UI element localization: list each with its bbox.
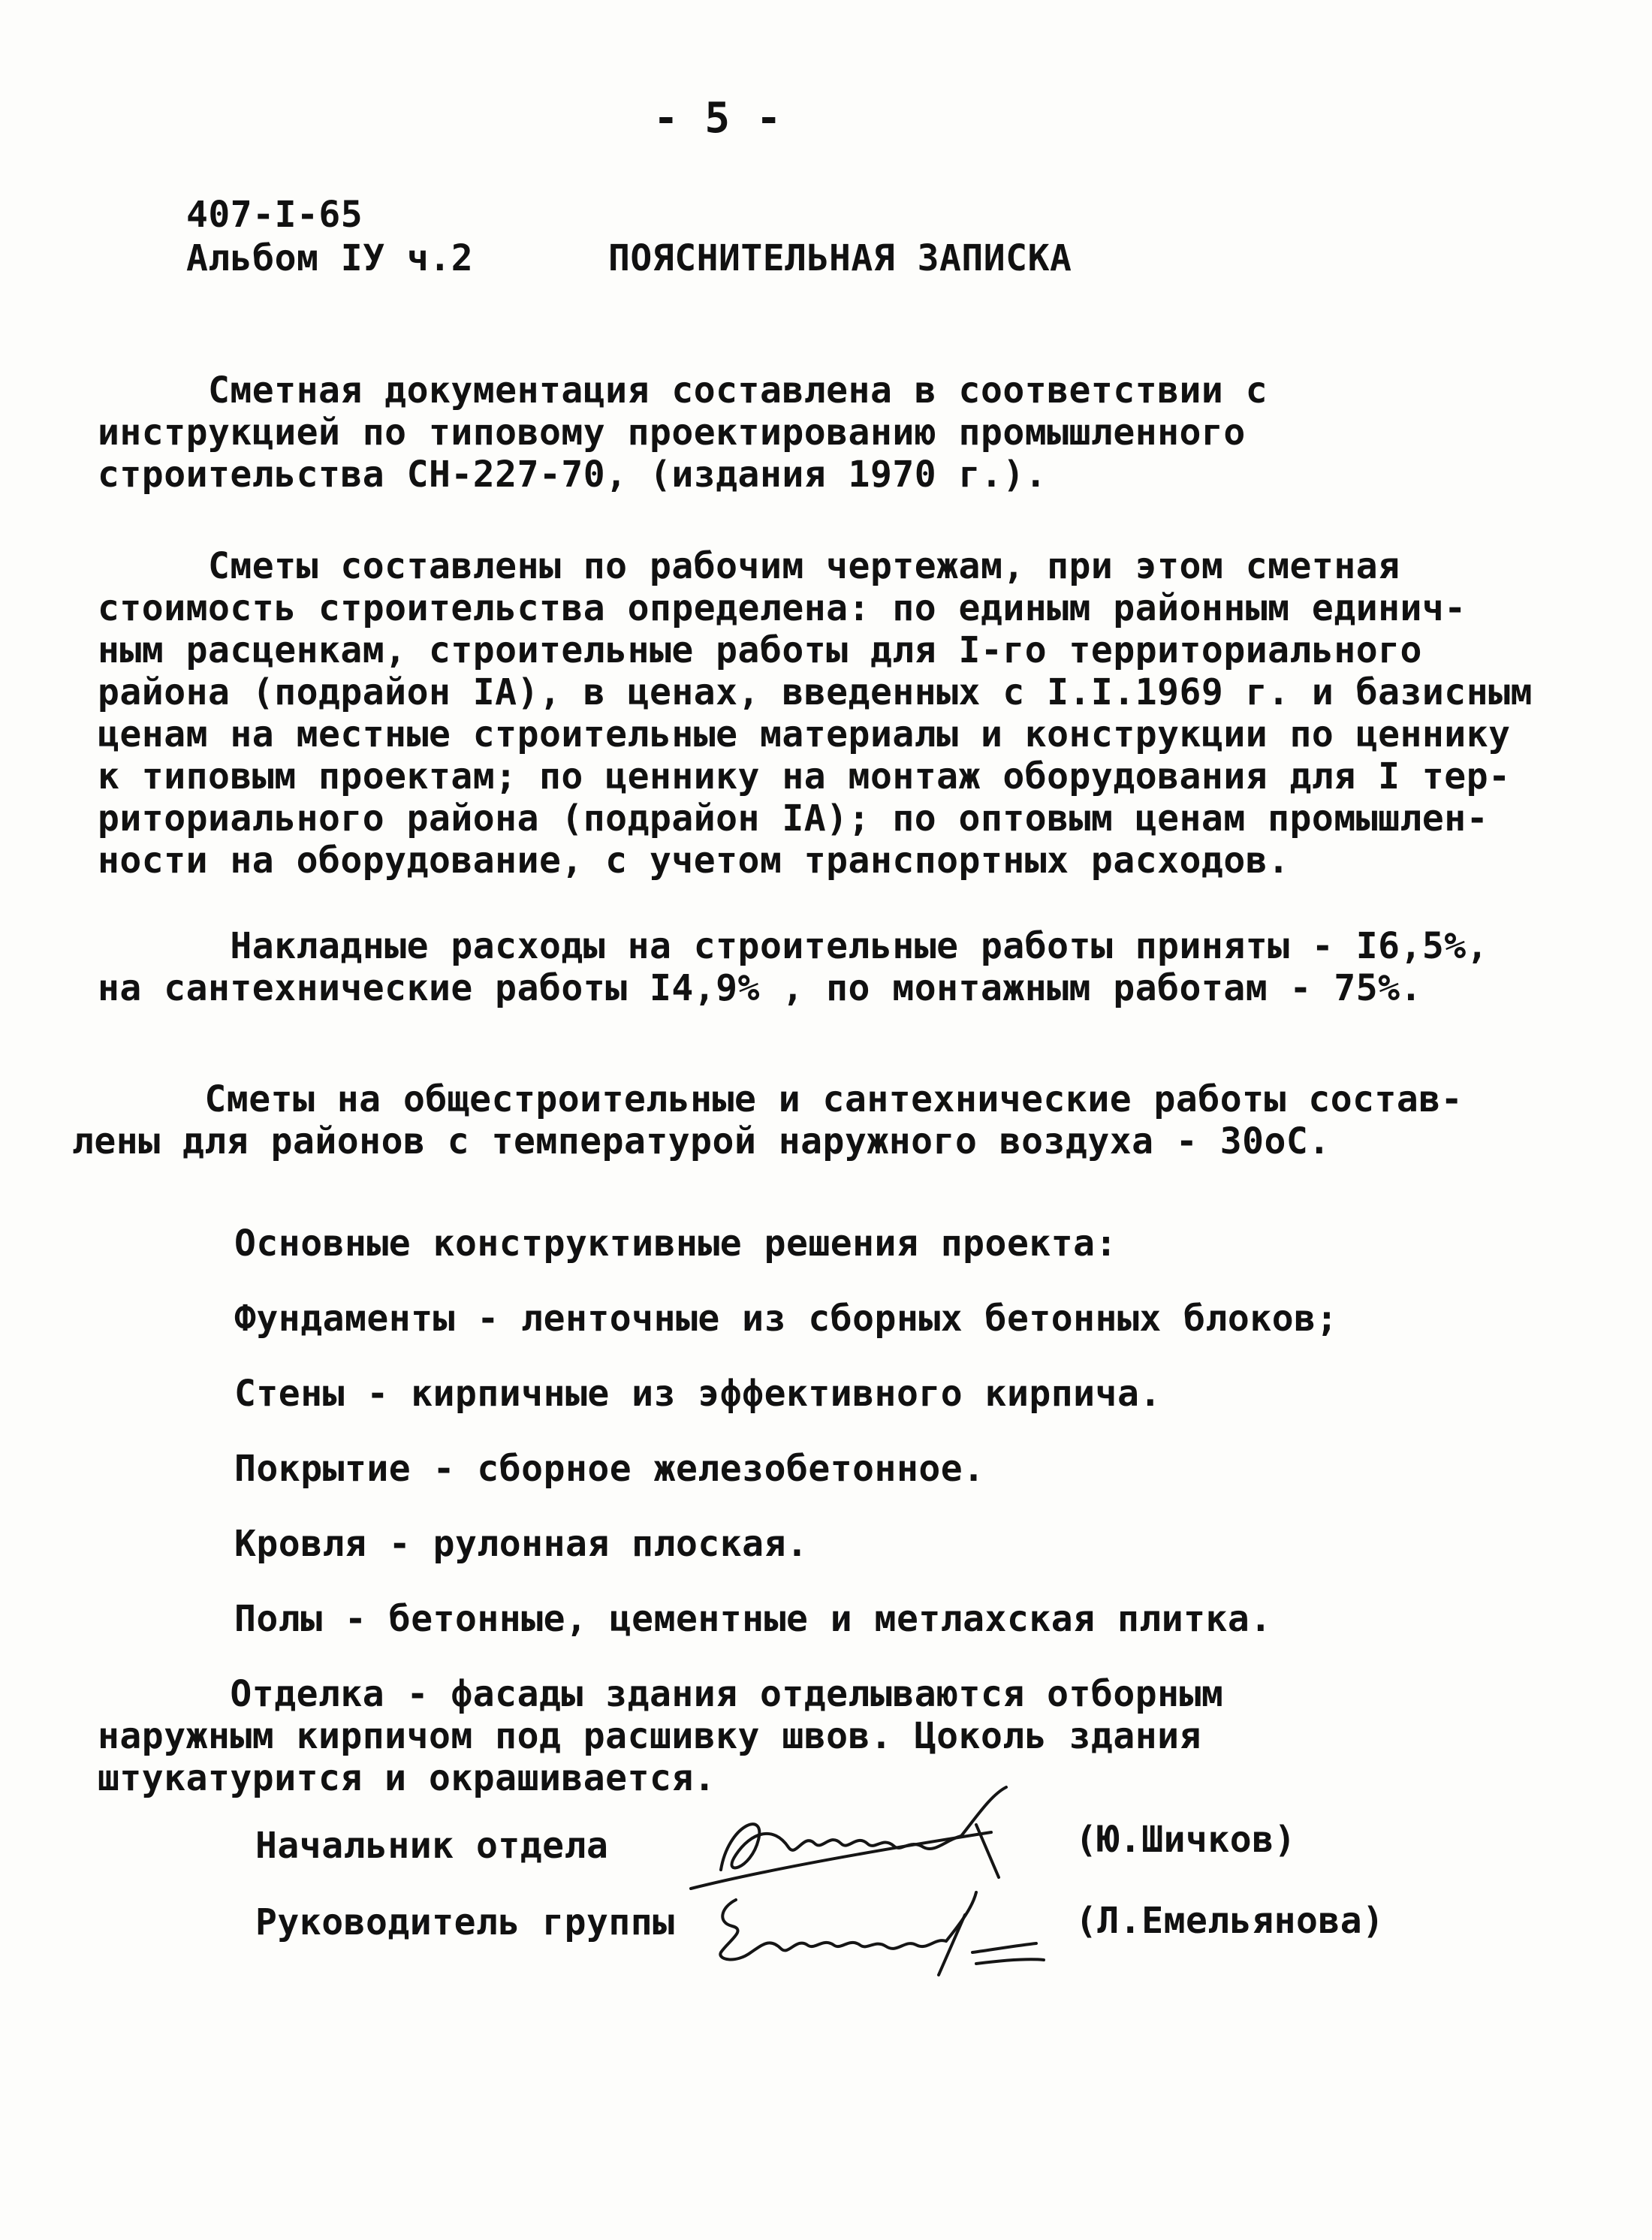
paragraph-design-solutions-heading: Основные конструктивные решения проекта: xyxy=(234,1223,1117,1265)
paragraph-foundations: Фундаменты - ленточные из сборных бетонных блоков; xyxy=(234,1298,1338,1340)
paragraph-overhead-costs: Накладные расходы на строительные работы приняты - I6,5%, на сантехнические работы I4,9% , по монтажным работам - 75%. xyxy=(98,925,1489,1009)
paragraph-roof-deck: Покрытие - сборное железобетонное. xyxy=(234,1448,985,1490)
document-code: 407-I-65 xyxy=(186,194,363,236)
signature-name-1: (Ю.Шичков) xyxy=(1075,1819,1296,1861)
signature-name-2: (Л.Емельянова) xyxy=(1075,1900,1385,1942)
paragraph-climate-conditions: Сметы на общестроительные и сантехнические работы состав- лены для районов с температурой наружного воздуха - 30оС. xyxy=(72,1078,1464,1162)
document-title: ПОЯСНИТЕЛЬНАЯ ЗАПИСКА xyxy=(608,237,1072,279)
signature-role-department-head: Начальник отдела xyxy=(255,1825,609,1867)
paragraph-roofing: Кровля - рулонная плоская. xyxy=(234,1523,809,1565)
signature-role-group-leader: Руководитель группы xyxy=(255,1901,675,1943)
handwritten-signature-2 xyxy=(676,1870,1066,1982)
paragraph-floors: Полы - бетонные, цементные и метлахская плитка. xyxy=(234,1598,1272,1640)
paragraph-walls: Стены - кирпичные из эффективного кирпича. xyxy=(234,1373,1162,1415)
page-number: - 5 - xyxy=(653,94,782,143)
paragraph-finishing: Отделка - фасады здания отделываются отборным наружным кирпичом под расшивку швов. Цоколь здания штукатурится и окрашивается. xyxy=(98,1673,1224,1799)
paragraph-documentation-basis: Сметная документация составлена в соответствии с инструкцией по типовому проектированию промышленного строительства СН-227-70, (издания 1970 г.). xyxy=(98,369,1268,496)
paragraph-estimate-method: Сметы составлены по рабочим чертежам, при этом сметная стоимость строительства определена: по единым районным единич- ным расценкам, строительные работы для I-го территориального района (подрайон IА), в ценах, введенных с I.I.1969 г. и базисным ценам на местные строительные материалы и конструкции по ценнику к типовым проектам; по ценнику на монтаж оборудования для I тер- риториального района (подрайон IА); по оптовым ценам промышлен- ности на оборудование, с учетом транспортных расходов. xyxy=(98,545,1533,882)
album-reference: Альбом IУ ч.2 xyxy=(186,237,474,279)
